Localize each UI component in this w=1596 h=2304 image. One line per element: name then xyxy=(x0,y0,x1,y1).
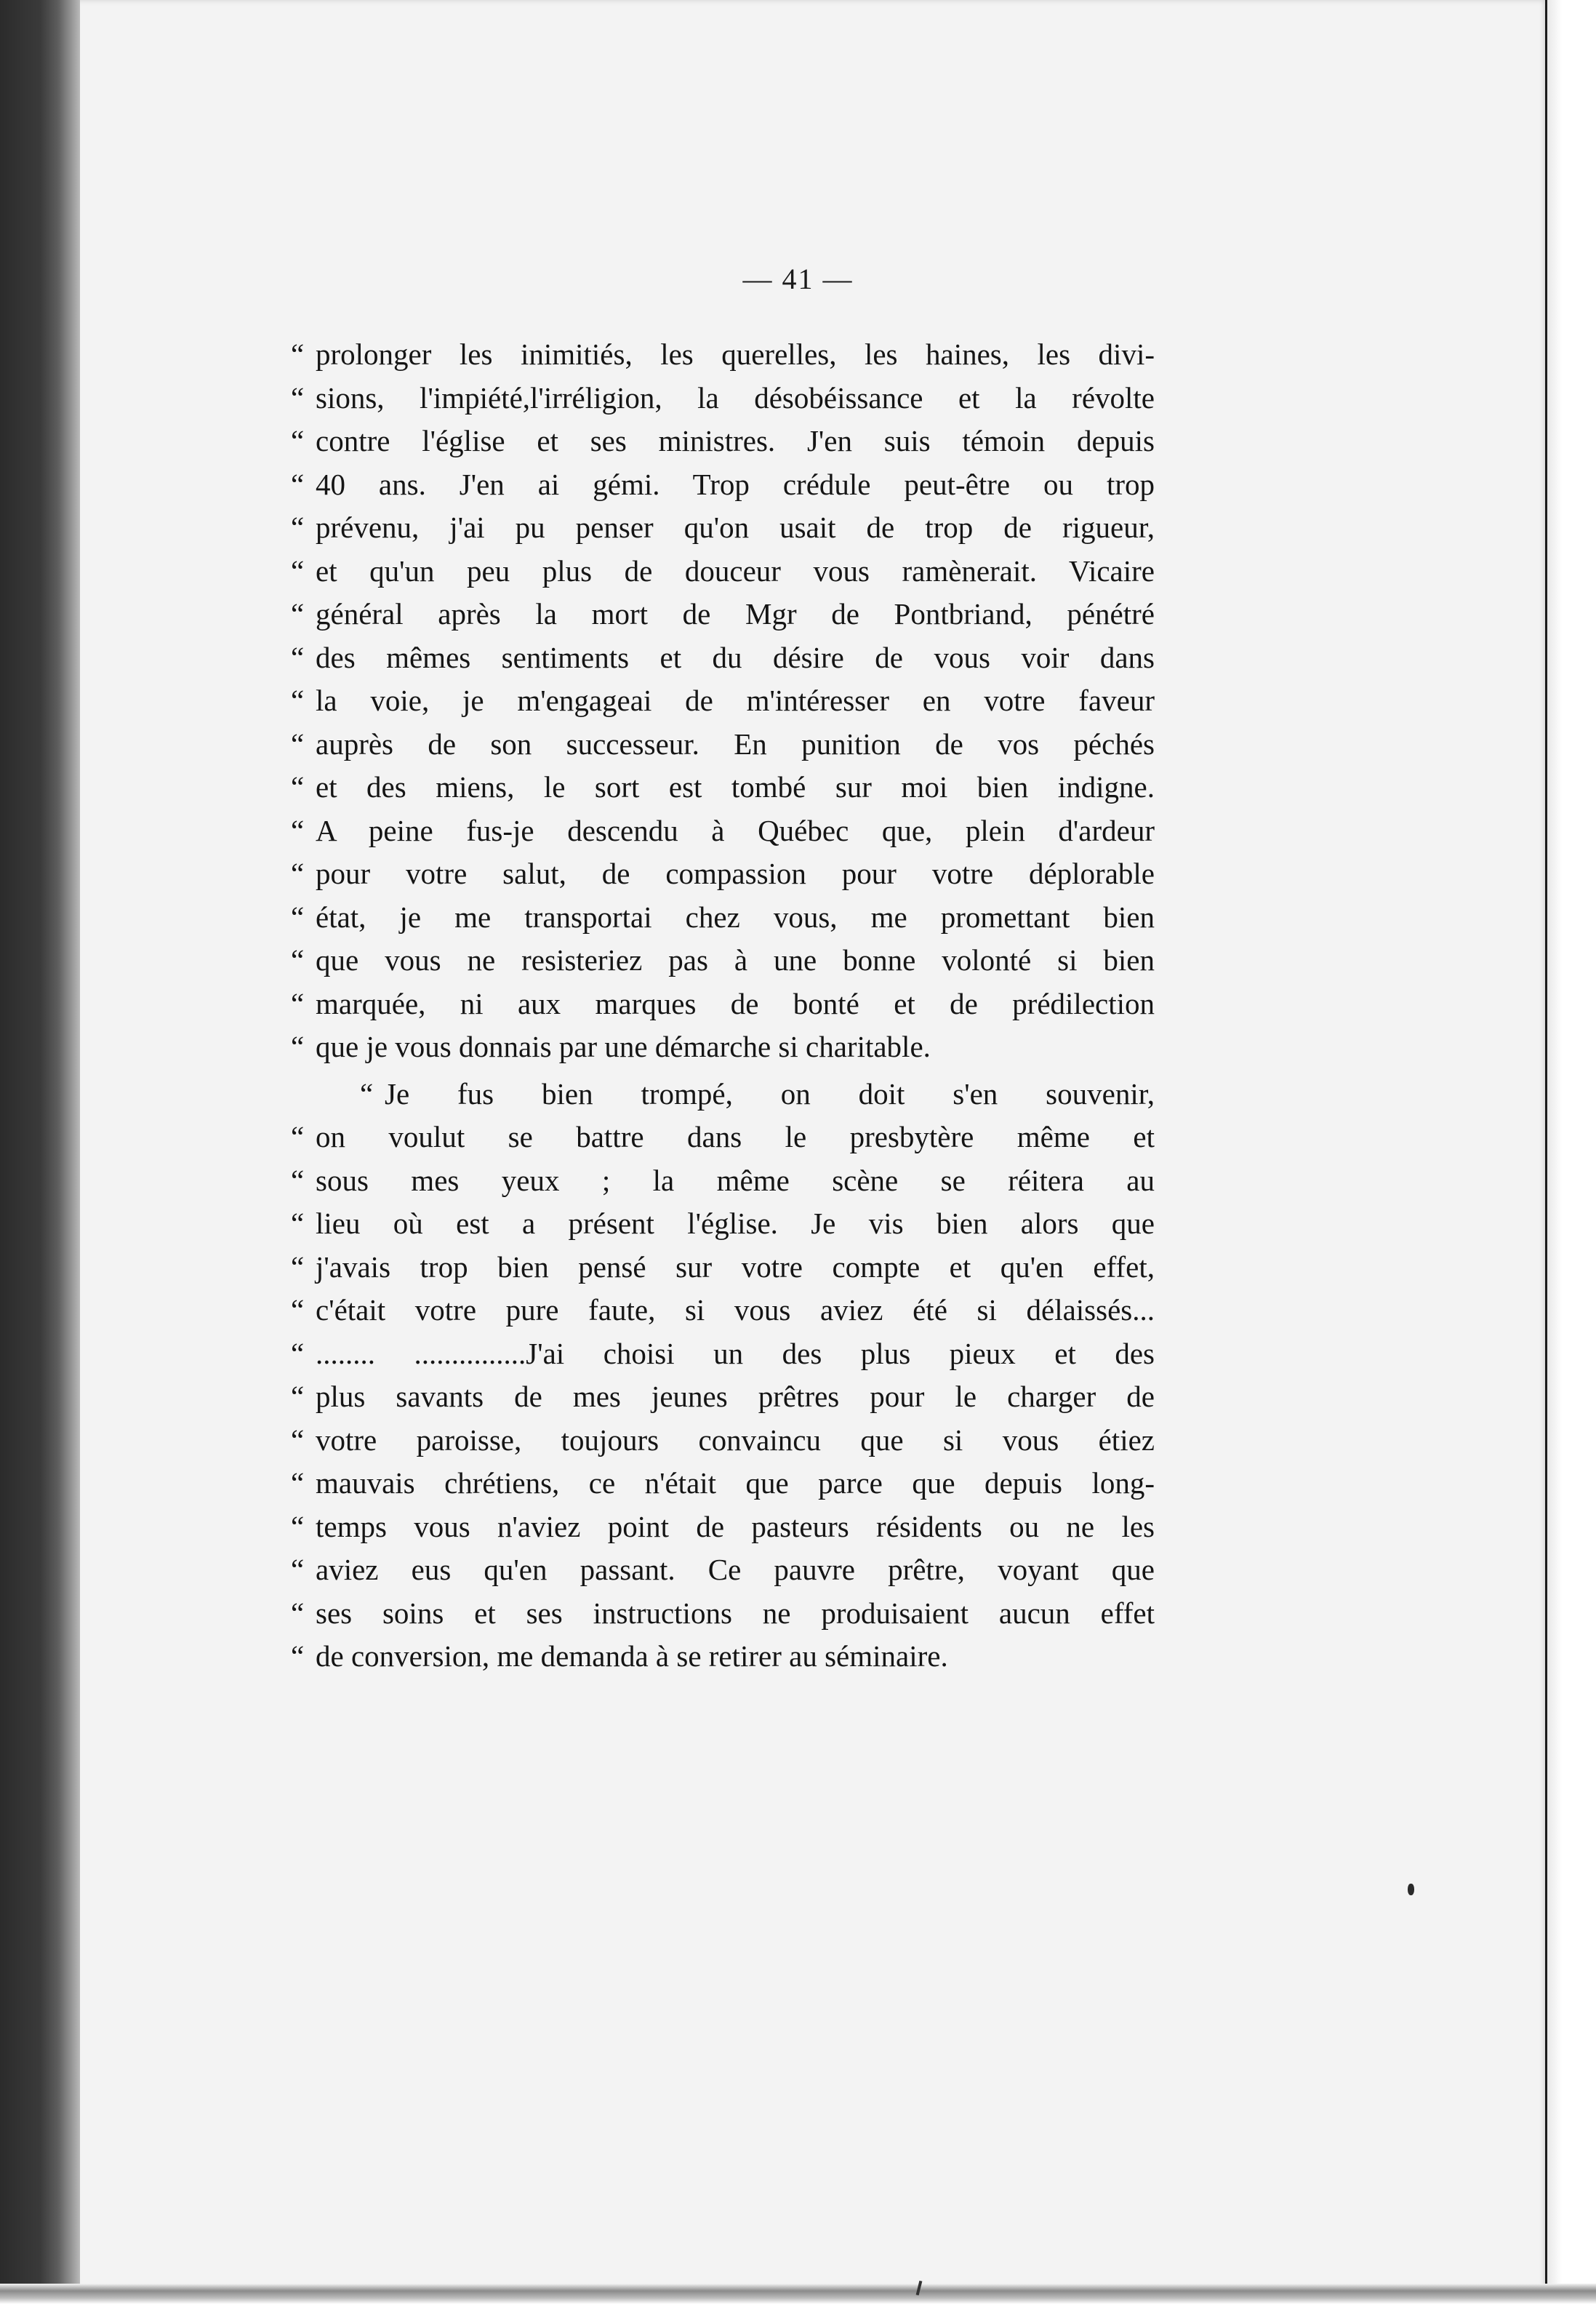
quote-mark: “ xyxy=(291,684,305,717)
line-text: de conversion, me demanda à se retirer au séminaire. xyxy=(316,1639,948,1673)
text-line xyxy=(291,1246,1155,1289)
text-line xyxy=(291,463,1155,507)
quote-mark: “ xyxy=(291,553,305,588)
text-line xyxy=(291,550,1155,593)
text-line xyxy=(291,1159,1155,1203)
quote-mark: “ xyxy=(291,380,305,415)
text-line xyxy=(291,723,1155,767)
quote-mark: “ xyxy=(360,1076,374,1111)
ink-smudge-mark xyxy=(1408,1884,1414,1895)
quote-mark: “ xyxy=(291,1120,305,1153)
text-line xyxy=(291,983,1155,1026)
quote-mark: “ xyxy=(291,337,305,371)
line-text: c'était votre pure faute, si vous aviez été si délaissés... xyxy=(316,1293,1155,1327)
line-text: mauvais chrétiens, ce n'était que parce que depuis long- xyxy=(316,1466,1155,1500)
quote-mark: “ xyxy=(291,1596,305,1630)
line-text: général après la mort de Mgr de Pontbriand, pénétré xyxy=(316,597,1155,631)
line-text: et des miens, le sort est tombé sur moi bien indigne. xyxy=(316,770,1155,804)
line-text: on voulut se battre dans le presbytère même et xyxy=(316,1120,1155,1153)
line-text: ........ ...............J'ai choisi un des plus pieux et des xyxy=(316,1336,1155,1370)
line-text: auprès de son successeur. En punition de vos péchés xyxy=(316,727,1155,761)
text-line xyxy=(291,506,1155,550)
text-line xyxy=(291,636,1155,680)
text-line xyxy=(291,896,1155,940)
line-text: prévenu, j'ai pu penser qu'on usait de trop de rigueur, xyxy=(316,511,1155,544)
page-number: — 41 — xyxy=(742,263,854,295)
quote-mark: “ xyxy=(291,1249,305,1284)
quote-mark: “ xyxy=(291,1553,305,1586)
quote-mark: “ xyxy=(291,770,305,804)
quote-mark: “ xyxy=(291,1423,305,1457)
text-line xyxy=(291,1635,1155,1679)
quote-mark: “ xyxy=(291,1163,305,1197)
quote-mark: “ xyxy=(291,900,305,934)
line-text: état, je me transportai chez vous, me promettant bien xyxy=(316,900,1155,934)
line-text: pour votre salut, de compassion pour votre déplorable xyxy=(316,857,1155,890)
quote-mark: “ xyxy=(291,727,305,761)
line-text: sous mes yeux ; la même scène se réitera au xyxy=(316,1163,1155,1197)
line-text: prolonger les inimitiés, les querelles, les haines, les divi- xyxy=(316,337,1155,371)
line-text: marquée, ni aux marques de bonté et de prédilection xyxy=(316,986,1155,1020)
quote-mark: “ xyxy=(291,1639,305,1673)
line-text: plus savants de mes jeunes prêtres pour le charger de xyxy=(316,1380,1155,1413)
text-line xyxy=(291,1548,1155,1592)
book-spine-shadow xyxy=(0,0,87,2304)
text-line xyxy=(291,1462,1155,1505)
line-text: des mêmes sentiments et du désire de vous voir dans xyxy=(316,640,1155,674)
line-text: ses soins et ses instructions ne produisaient aucun effet xyxy=(316,1596,1155,1630)
quote-mark: “ xyxy=(291,943,305,977)
paragraph-1 xyxy=(291,333,1155,1069)
text-line xyxy=(291,1375,1155,1419)
text-line xyxy=(291,1419,1155,1463)
quote-mark: “ xyxy=(291,813,305,847)
line-text: votre paroisse, toujours convaincu que si vous étiez xyxy=(316,1423,1155,1457)
page-edge-margin xyxy=(1547,0,1596,2304)
page-bottom-edge xyxy=(0,2284,1596,2304)
text-line xyxy=(291,420,1155,463)
line-text: lieu où est a présent l'église. Je vis bien alors que xyxy=(316,1207,1155,1240)
text-line xyxy=(291,1505,1155,1549)
quote-mark: “ xyxy=(291,597,305,631)
text-line xyxy=(291,1116,1155,1159)
line-text: que je vous donnais par une démarche si charitable. xyxy=(316,1030,931,1063)
letter-text-block xyxy=(291,333,1155,1679)
quote-mark: “ xyxy=(291,1030,305,1063)
text-line xyxy=(291,809,1155,853)
line-text: que vous ne resisteriez pas à une bonne volonté si bien xyxy=(316,943,1155,977)
quote-mark: “ xyxy=(291,1466,305,1500)
quote-mark: “ xyxy=(291,511,305,544)
text-line xyxy=(291,679,1155,723)
quote-mark: “ xyxy=(291,1293,305,1327)
text-line xyxy=(291,1289,1155,1332)
quote-mark: “ xyxy=(291,1380,305,1413)
text-line xyxy=(291,1332,1155,1376)
text-line xyxy=(291,377,1155,420)
line-text: contre l'église et ses ministres. J'en suis témoin depuis xyxy=(316,424,1155,457)
text-line xyxy=(291,1592,1155,1636)
quote-mark: “ xyxy=(291,424,305,457)
line-text: j'avais trop bien pensé sur votre compte et qu'en effet, xyxy=(316,1249,1155,1284)
text-line xyxy=(291,1073,1155,1116)
text-line xyxy=(291,333,1155,377)
quote-mark: “ xyxy=(291,640,305,674)
line-text: aviez eus qu'en passant. Ce pauvre prêtre, voyant que xyxy=(316,1553,1155,1586)
line-text: 40 ans. J'en ai gémi. Trop crédule peut-être ou trop xyxy=(316,467,1155,501)
text-line xyxy=(291,1025,1155,1069)
line-text: sions, l'impiété,l'irréligion, la désobéissance et la révolte xyxy=(316,380,1155,415)
quote-mark: “ xyxy=(291,1207,305,1240)
line-text: et qu'un peu plus de douceur vous ramènerait. Vicaire xyxy=(316,553,1155,588)
text-line xyxy=(291,939,1155,983)
quote-mark: “ xyxy=(291,1509,305,1543)
text-line xyxy=(291,593,1155,636)
line-text: A peine fus-je descendu à Québec que, plein d'ardeur xyxy=(316,813,1155,847)
paragraph-2 xyxy=(291,1073,1155,1679)
quote-mark: “ xyxy=(291,857,305,890)
line-text: Je fus bien trompé, on doit s'en souvenir, xyxy=(385,1076,1155,1111)
text-line xyxy=(291,852,1155,896)
line-text: la voie, je m'engageai de m'intéresser en votre faveur xyxy=(316,684,1155,717)
text-line xyxy=(291,1202,1155,1246)
quote-mark: “ xyxy=(291,986,305,1020)
quote-mark: “ xyxy=(291,1336,305,1370)
quote-mark: “ xyxy=(291,467,305,501)
text-line xyxy=(291,766,1155,809)
line-text: temps vous n'aviez point de pasteurs résidents ou ne les xyxy=(316,1509,1155,1543)
